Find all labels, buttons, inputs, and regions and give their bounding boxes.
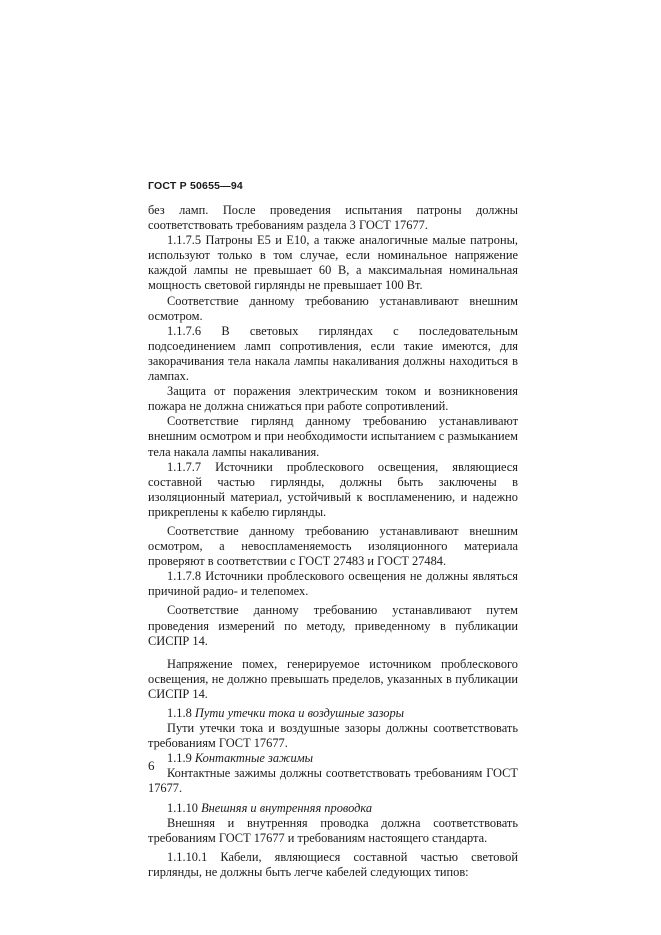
document-header: ГОСТ Р 50655—94	[148, 180, 243, 192]
section-number: 1.1.8	[167, 706, 192, 720]
paragraph: без ламп. После проведения испытания патроны должны соответствовать требованиям раздела 3 ГОСТ 17677.	[148, 203, 518, 233]
section-heading-1-1-8	[148, 706, 518, 721]
paragraph: Соответствие данному требованию устанавливают внешним осмотром, а невоспламеняемость изоляционного материала проверяют в соответствии с ГОСТ 27483 и ГОСТ 27484.	[148, 523, 518, 569]
paragraph: 1.1.7.8 Источники проблескового освещения не должны являться причиной радио- и телепомех.	[148, 569, 518, 599]
paragraph: Внешняя и внутренняя проводка должна соответствовать требованиям ГОСТ 17677 и требованиям настоящего стандарта.	[148, 815, 518, 845]
paragraph: Контактные зажимы должны соответствовать требованиям ГОСТ 17677.	[148, 766, 518, 796]
page-number: 6	[148, 758, 155, 773]
paragraph: Напряжение помех, генерируемое источником проблескового освещения, не должно превышать пределов, указанных в публикации СИСПР 14.	[148, 656, 518, 701]
paragraph: Соответствие данному требованию устанавливают внешним осмотром.	[148, 293, 518, 323]
paragraph: Защита от поражения электрическим током и возникновения пожара не должна снижаться при работе сопротивлений.	[148, 384, 518, 414]
paragraph: Соответствие гирлянд данному требованию устанавливают внешним осмотром и при необходимости испытанием с размыканием тела накала лампы накаливания.	[148, 414, 518, 459]
paragraph: 1.1.10.1 Кабели, являющиеся составной частью световой гирлянды, не должны быть легче кабелей следующих типов:	[148, 849, 518, 879]
section-number: 1.1.9	[167, 751, 192, 766]
paragraph: 1.1.7.7 Источники проблескового освещения, являющиеся составной частью гирлянды, должны быть заключены в изоляционный материал, устойчивый к воспламенению, и надежно прикреплены к кабелю гирлянды.	[148, 459, 518, 519]
section-title: Контактные зажимы	[194, 751, 314, 766]
section-title: Внешняя и внутренняя проводка	[201, 800, 373, 815]
section-title: Пути утечки тока и воздушные зазоры	[194, 706, 405, 720]
paragraph: 1.1.7.6 В световых гирляндах с последовательным подсоединением ламп сопротивления, если такие имеются, для закорачивания тела накала лампы накаливания должны находиться в лампах.	[148, 323, 518, 384]
paragraph: Соответствие данному требованию устанавливают путем проведения измерений по методу, приведенному в публикации СИСПР 14.	[148, 603, 518, 648]
document-body	[148, 203, 518, 880]
paragraph: Пути утечки тока и воздушные зазоры должны соответствовать требованиям ГОСТ 17677.	[148, 721, 518, 751]
section-heading-1-1-10	[148, 801, 518, 816]
section-heading-1-1-9	[148, 751, 518, 766]
paragraph: 1.1.7.5 Патроны Е5 и Е10, а также аналогичные малые патроны, используют только в том случае, если номинальное напряжение каждой лампы не превышает 60 В, а максимальная номинальная мощность световой гирлянды не превышает 100 Вт.	[148, 233, 518, 293]
section-number: 1.1.10	[167, 800, 198, 815]
